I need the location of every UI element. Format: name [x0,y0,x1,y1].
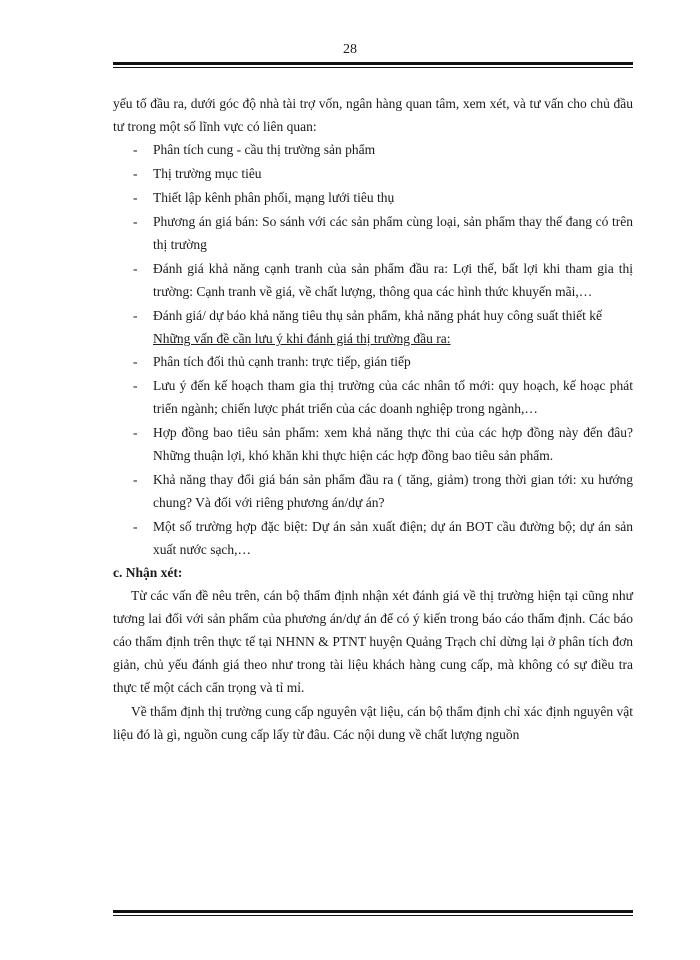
body-paragraph: Từ các vấn đề nêu trên, cán bộ thẩm định nhận xét đánh giá về thị trường hiện tại cũng như tương lai đối với sản phẩm của phương án/dự án để có ý kiến trong báo cáo thẩm định. Các báo cáo thẩm định trên thực tế tại NHNN & PTNT huyện Quảng Trạch chỉ dừng lại ở phân tích đơn giản, chủ yếu đánh giá theo như trong tài liệu khách hàng cung cấp, mà không có sự điều tra thực tế một cách cẩn trọng và tỉ mỉ. [113,588,633,695]
list-item: - Đánh giá/ dự báo khả năng tiêu thụ sản phẩm, khả năng phát huy công suất thiết kế [113,304,633,327]
page-number: 28 [343,42,357,57]
list-item: - Phân tích cung - cầu thị trường sản phẩm [113,138,633,161]
notes-list [113,350,633,561]
intro-paragraph: yếu tố đầu ra, dưới góc độ nhà tài trợ vốn, ngân hàng quan tâm, xem xét, và tư vấn cho chủ đầu tư trong một số lĩnh vực có liên quan: [113,96,633,134]
list-item: - Đánh giá khả năng cạnh tranh của sản phẩm đầu ra: Lợi thế, bất lợi khi tham gia thị trường: Cạnh tranh về giá, về chất lượng, thông qua các hình thức khuyến mãi,… [113,257,633,303]
list-item: - Phân tích đối thủ cạnh tranh: trực tiếp, gián tiếp [113,350,633,373]
output-analysis-list [113,138,633,327]
list-item: - Phương án giá bán: So sánh với các sản phẩm cùng loại, sản phẩm thay thế đang có trên thị trường [113,210,633,256]
list-item: - Một số trường hợp đặc biệt: Dự án sản xuất điện; dự án BOT cầu đường bộ; dự án sản xuất nước sạch,… [113,515,633,561]
notes-heading: Những vấn đề cần lưu ý khi đánh giá thị trường đầu ra: [153,331,451,346]
list-item: - Hợp đồng bao tiêu sản phẩm: xem khả năng thực thi của các hợp đồng này đến đâu? Những thuận lợi, khó khăn khi thực hiện các hợp đồng bao tiêu sản phẩm. [113,421,633,467]
list-item: - Thị trường mục tiêu [113,162,633,185]
list-item: - Khả năng thay đổi giá bán sản phẩm đầu ra ( tăng, giảm) trong thời gian tới: xu hướng chung? Và đối với riêng phương án/dự án? [113,468,633,514]
list-item: - Thiết lập kênh phân phối, mạng lưới tiêu thụ [113,186,633,209]
footer-rule [113,910,633,913]
body-paragraph: Về thẩm định thị trường cung cấp nguyên vật liệu, cán bộ thẩm định chỉ xác định nguyên vật liệu đó là gì, nguồn cung cấp lấy từ đâu. Các nội dung về chất lượng nguồn [113,704,633,742]
page-body [113,92,633,746]
list-item: - Lưu ý đến kế hoạch tham gia thị trường của các nhân tố mới: quy hoạch, kế hoạc phát triển ngành; chiến lược phát triển của các doanh nghiệp trong ngành,… [113,374,633,420]
header-rule [113,62,633,65]
section-heading: c. Nhận xét: [113,565,183,580]
